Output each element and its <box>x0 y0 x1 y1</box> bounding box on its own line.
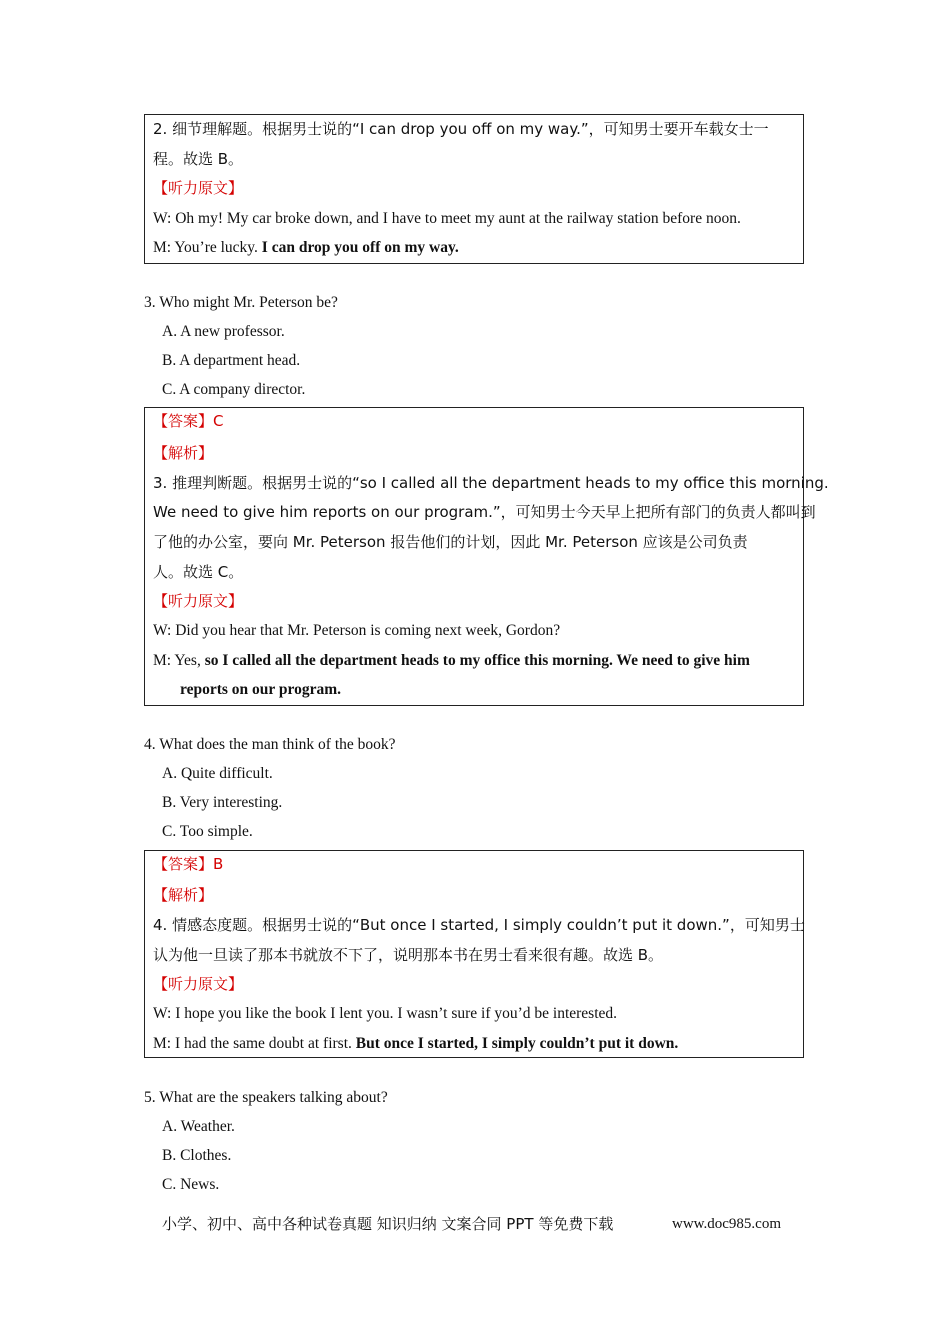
transcript-label: 【听力原文】 <box>153 179 244 197</box>
option-c: C. News. <box>162 1176 220 1193</box>
answer-box-q2 <box>144 114 804 264</box>
option-b: B. Very interesting. <box>162 794 283 811</box>
page-footer <box>162 1210 802 1238</box>
transcript-label: 【听力原文】 <box>153 975 244 993</box>
transcript-woman: W: Did you hear that Mr. Peterson is coming next week, Gordon? <box>153 622 561 639</box>
transcript-man: M: I had the same doubt at first. But once I started, I simply couldn’t put it down. <box>153 1034 679 1052</box>
analysis-line: 认为他一旦读了那本书就放不下了，说明那本书在男士看来很有趣。故选 B。 <box>153 946 664 964</box>
option-c: C. Too simple. <box>162 823 253 840</box>
footer-text: 小学、初中、高中各种试卷真题 知识归纳 文案合同 PPT 等免费下载 <box>162 1215 614 1233</box>
transcript-man: M: Yes, so I called all the department heads to my office this morning. We need to give him <box>153 651 750 669</box>
option-b: B. Clothes. <box>162 1147 232 1164</box>
analysis-line: 人。故选 C。 <box>153 563 244 581</box>
question-5 <box>144 1083 388 1199</box>
transcript-label: 【听力原文】 <box>153 592 244 610</box>
option-b: B. A department head. <box>162 352 301 369</box>
analysis-line: 3. 推理判断题。根据男士说的“so I called all the department heads to my office this morning. <box>153 474 829 492</box>
analysis-line: 2. 细节理解题。根据男士说的“I can drop you off on my way.”，可知男士要开车载女士一 <box>153 120 769 138</box>
option-a: A. Quite difficult. <box>162 765 273 782</box>
transcript-man: M: You’re lucky. I can drop you off on my way. <box>153 239 459 256</box>
analysis-label: 【解析】 <box>153 886 214 904</box>
analysis-line: We need to give him reports on our program.”，可知男士今天早上把所有部门的负责人都叫到 <box>153 503 816 521</box>
question-4 <box>144 730 396 846</box>
footer-url[interactable]: www.doc985.com <box>672 1216 782 1232</box>
option-a: A. A new professor. <box>162 323 285 340</box>
question-3 <box>144 288 338 404</box>
transcript-woman: W: I hope you like the book I lent you. I wasn’t sure if you’d be interested. <box>153 1005 618 1022</box>
analysis-line: 了他的办公室，要向 Mr. Peterson 报告他们的计划，因此 Mr. Peterson 应该是公司负责 <box>153 533 748 551</box>
question-text: 5. What are the speakers talking about? <box>144 1089 388 1106</box>
answer-box-q3 <box>144 407 829 706</box>
analysis-label: 【解析】 <box>153 444 214 462</box>
option-c: C. A company director. <box>162 381 306 398</box>
analysis-line: 4. 情感态度题。根据男士说的“But once I started, I simply couldn’t put it down.”，可知男士 <box>153 916 805 934</box>
question-text: 4. What does the man think of the book? <box>144 736 396 753</box>
transcript-woman: W: Oh my! My car broke down, and I have to meet my aunt at the railway station before noon. <box>153 209 741 227</box>
option-a: A. Weather. <box>162 1118 235 1135</box>
analysis-line: 程。故选 B。 <box>153 149 244 168</box>
answer-label: 【答案】B <box>153 855 224 873</box>
transcript-man-cont: reports on our program. <box>180 681 342 698</box>
answer-box-q4 <box>144 850 804 1058</box>
answer-label: 【答案】C <box>153 412 224 430</box>
question-text: 3. Who might Mr. Peterson be? <box>144 294 338 311</box>
